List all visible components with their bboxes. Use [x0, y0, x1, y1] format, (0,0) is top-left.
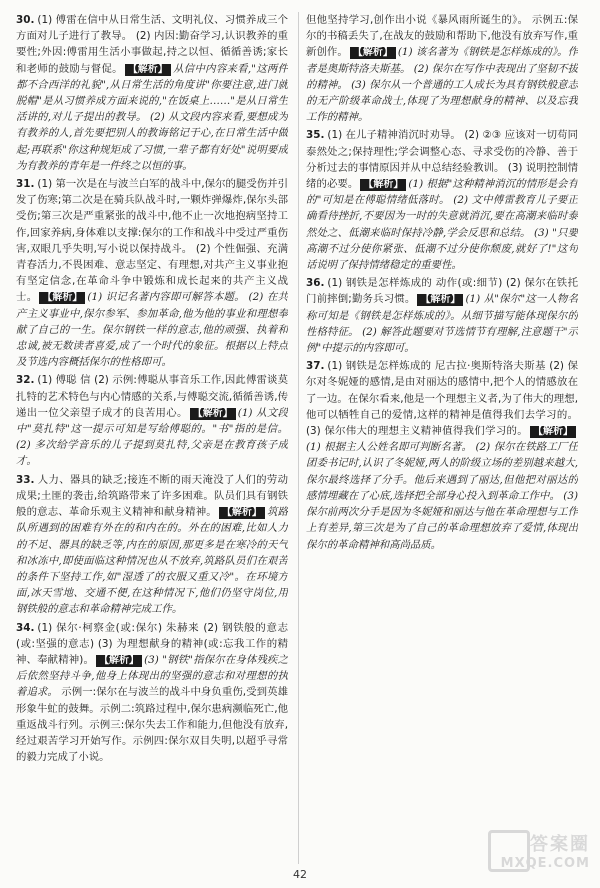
watermark-title: 答案圈	[530, 834, 590, 855]
question-number: 30.	[16, 14, 35, 26]
question-35	[306, 127, 578, 273]
answer-text: 但他坚持学习,创作出小说《暴风雨所诞生的》。 示例五:保尔的书稿丢失了,在战友的鼓励和帮助下,他没有放弃写作,重新创作。	[306, 14, 578, 59]
question-number: 34.	[16, 621, 35, 634]
answer-text: (1) 在儿子精神消沉时劝导。 (2) ②③ 应该对一切苟同泰然处之;保持理性;学会调整心态、寻求受伤的冷静、善于分析过去的事情原因并从中总结经验教训。 (3) 说明控制情绪的必要。	[306, 129, 578, 191]
question-31	[16, 176, 288, 370]
analysis-text: (1) 识记名著内容即可解答本题。 (2) 在共产主义事业中,保尔参军、参加革命,他为他的事业和理想奉献了自己的一生。保尔钢铁一样的意志,他的顽强、执着和忠诚,被无数读者喜爱,成了一个时代的象征。根据以上特点及节选内容概括保尔的性格即可。	[16, 291, 288, 369]
analysis-tag: 【解析】	[350, 47, 396, 59]
analysis-text: 从信中内容来看,"这两件都不合西洋的礼貌",从日常生活的角度讲"你要注意,进门就脱帽"是从习惯养成方面来说的,"在饭桌上……"是从日常生活讲的,对儿子提出的教导。 (2) 从文段内容来看,要想成为有教养的人,首先要把别人的教诲铭记于心,在日常生活中做起;再联系"你这种规矩成了习惯,一辈子都有好处"说明要成为有教养的青年是一件终之以恒的事。	[16, 62, 288, 172]
answer-text: (1) 保尔·柯察金(或:保尔) 朱赫来 (2) 钢铁般的意志(或:坚强的意志) (3) 为理想献身的精神(或:忘我工作的精神、奉献精神)。	[16, 621, 288, 666]
analysis-text: (1) 从"保尔"这一人物名称可知是《钢铁是怎样炼成的》。从细节描写能体现保尔的性格特征。 (2) 解答此题要对节选情节有理解,注意题干"示例"中提示的内容即可。	[306, 293, 578, 355]
question-33	[16, 472, 288, 618]
analysis-text: 筑路队所遇到的困难有外在的和内在的。外在的困难,比如人力的不足、器具的缺乏等,内在的原因,那更多是在寒冷的天气和冰冻中,即使面临这种情况也从不放弃,筑路队员们在艰苦的条件下坚持工作,如"湿透了的衣服又重又冷"。在环境方面,冰天雪地、交通不便,在这种情况下,他们仍坚守岗位,用钢铁般的意志和革命精神完成工作。	[16, 506, 288, 616]
answer-text: (1) 第一次是在与波兰白军的战斗中,保尔的腿受伤并引发了伤寒;第二次是在骑兵队战斗时,一颗炸弹爆炸,保尔头部受伤;第三次是严重紧张的战斗中,他不止一次地抱病坚持工作,回家养病,身体难以支撑:保尔的工作和战斗中受过严重伤害,双眼几乎失明,写小说以保持战斗。 (2) 个性倔强、充满青春活力,不畏困难、意志坚定、有理想,对共产主义事业抱有坚定信念,在革命斗争中锻炼和成长起来的共产主义战士。	[16, 178, 288, 304]
question-number: 36.	[306, 277, 325, 290]
question-number: 33.	[16, 473, 35, 486]
analysis-tag: 【解析】	[417, 294, 463, 306]
analysis-text: (1) 从文段中"莫扎特"这一提示可知是写给傅聪的。"书"指的是信。 (2) 多次给学音乐的儿子提到莫扎特,父亲是在教育孩子成才。	[16, 406, 288, 468]
analysis-tag: 【解析】	[530, 426, 576, 438]
question-36	[306, 275, 578, 356]
question-number: 35.	[306, 129, 325, 142]
question-number: 31.	[16, 178, 35, 191]
answer-text: (1) 钢铁是怎样炼成的 动作(或:细节) (2) 保尔在铁托门前摔倒;勤务兵习惯。	[306, 277, 578, 306]
page	[16, 12, 586, 864]
question-number: 37.	[306, 360, 325, 373]
left-column	[16, 12, 288, 864]
question-30	[16, 12, 288, 174]
analysis-text: (1) 该名著为《钢铁是怎样炼成的》。作者是奥斯特洛夫斯基。 (2) 保尔在写作中表现出了坚韧不拔的精神。 (3) 保尔从一个普通的工人成长为具有钢铁般意志的无产阶级革命战士,体现了为理想献身的精神、以及忘我工作的精神。	[306, 46, 578, 124]
answer-text: (1) 钢铁是怎样炼成的 尼古拉·奥斯特洛夫斯基 (2) 保尔对冬妮娅的感情,是由对丽达的感情中,把个人的情感放在了一边。在保尔看来,他是一个理想主义者,为了伟大的理想,他可以牺牲自己的爱情,这样的精神是值得我们去学习的。 (3) 保尔伟大的理想主义精神值得我们学习的。	[306, 360, 578, 438]
analysis-tag: 【解析】	[190, 408, 236, 420]
answer-text: (1) 傅雷在信中从日常生活、文明礼仪、习惯养成三个方面对儿子进行了教导。 (2) 内因:勤奋学习,认识教养的重要性;外因:傅雷用生活小事做起,持之以恒、循循善诱;家长和老师的鼓励与督促。	[16, 14, 288, 75]
watermark-logo	[492, 830, 592, 880]
column-divider	[298, 12, 299, 864]
analysis-tag: 【解析】	[96, 655, 142, 667]
answer-text: 人力、器具的缺乏;接连不断的雨天淹没了人们的劳动成果;土匪的袭击,给筑路带来了许多困难。队员们具有钢铁般的意志、革命乐观主义精神和献身精神。	[16, 473, 288, 519]
right-column	[306, 12, 578, 864]
question-number: 32.	[16, 374, 35, 387]
analysis-tag: 【解析】	[125, 64, 171, 76]
page-number: 42	[293, 868, 307, 881]
answer-text: (1) 傅聪 信 (2) 示例:傅聪从事音乐工作,因此傅雷谈莫扎特的艺术特色与内心情感的关系,与傅聪交流,循循善诱,传递出一位父亲望子成才的良苦用心。	[16, 374, 288, 419]
watermark-url: MXQE.COM	[500, 856, 590, 871]
analysis-tag: 【解析】	[360, 179, 406, 191]
answer-text-examples: 示例一:保尔在与波兰的战斗中身负重伤,受到英雄形象牛虻的鼓舞。示例二:筑路过程中,保尔患病濒临死亡,他重返战斗行列。示例三:保尔失去工作和能力,但他没有放弃,经过艰苦学习开始写作。示例四:保尔双目失明,以超乎寻常的毅力完成了小说。	[16, 686, 288, 764]
analysis-text: (1) 根据"这种精神消沉的情形是会有的"可知是在傅聪情绪低落时。 (2) 文中傅雷教育儿子要正确看待挫折,不要因为一时的失意就消沉,要在高潮来临时泰然处之、低潮来临时保持冷静,学会反思和总结。 (3) "只要高潮不过分使你紧张、低潮不过分使你颓废,就好了!"这句话说明了保持情绪稳定的重要性。	[306, 178, 578, 272]
analysis-text: (3) "钢铁"指保尔在身体残疾之后依然坚持斗争,他身上体现出的坚强的意志和对理想的执着追求。	[16, 653, 288, 699]
question-34-continued	[306, 12, 578, 125]
question-32	[16, 372, 288, 469]
analysis-tag: 【解析】	[39, 292, 85, 304]
question-37	[306, 358, 578, 552]
question-34	[16, 620, 288, 766]
analysis-tag: 【解析】	[219, 507, 265, 519]
analysis-text: (1) 根据主人公姓名即可判断名著。 (2) 保尔在铁路工厂任团委书记时,认识了冬妮娅,两人的阶级立场的差别越来越大,保尔最终选择了分手。他后来遇到了丽达,但他把对丽达的感情埋藏在了心底,选择把全部身心投入到革命工作中。 (3) 保尔前两次分手是因为冬妮娅和丽达与他在革命理想与工作上有差异,第三次是为了自己的革命理想放弃了爱情,体现出保尔的革命精神和高尚品质。	[306, 441, 578, 551]
